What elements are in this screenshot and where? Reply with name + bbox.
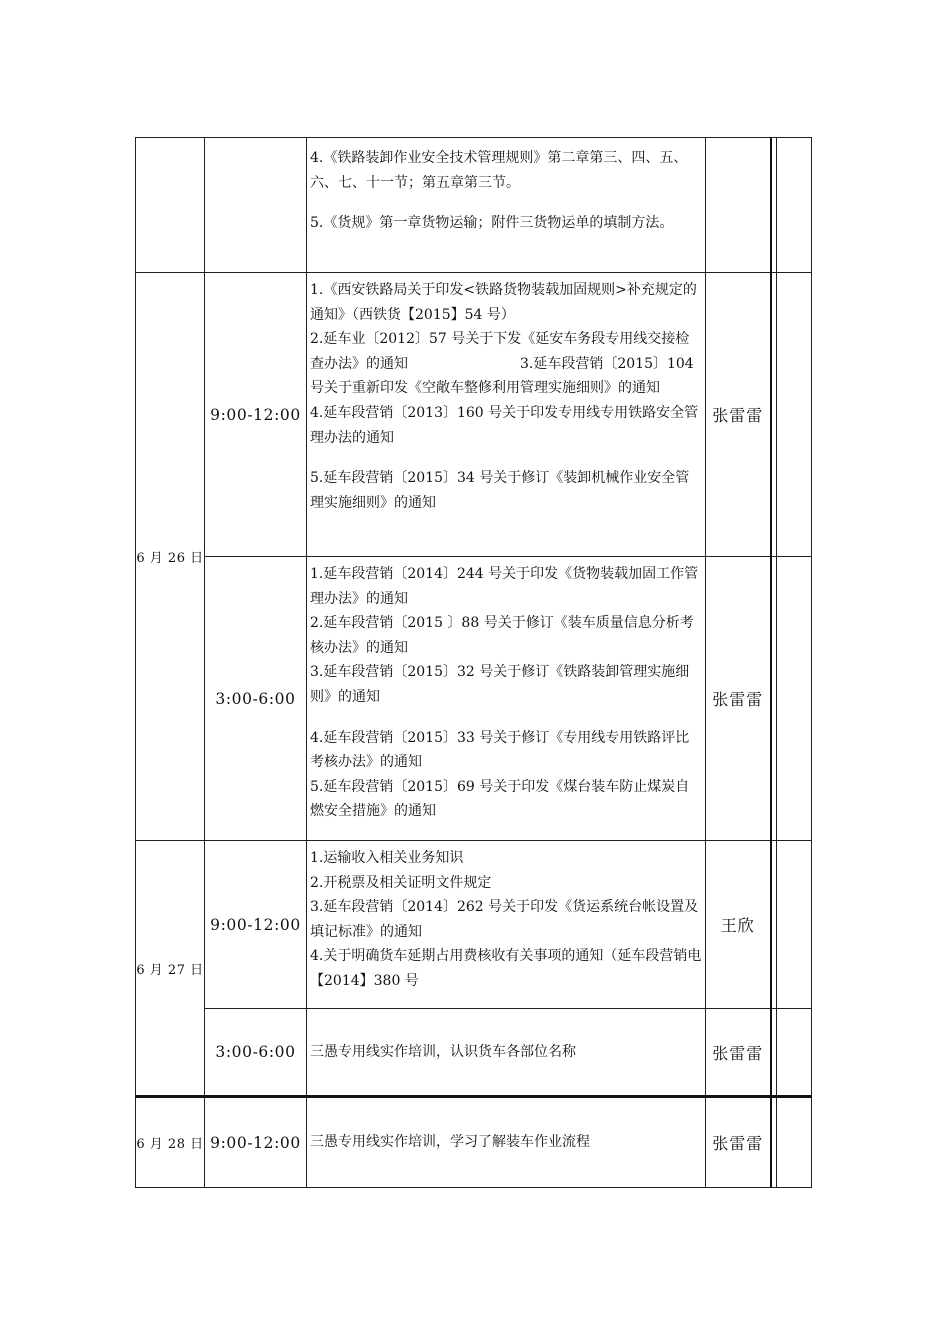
content-item: 3.延车段营销〔2014〕262 号关于印发《货运系统台帐设置及填记标准》的通知 (310, 899, 699, 940)
date-cell: 6 月 28 日 (136, 1097, 205, 1188)
remark-cell (777, 557, 812, 841)
time-cell: 9:00-12:00 (205, 841, 307, 1009)
training-schedule-table (135, 137, 812, 1188)
table-row (136, 138, 812, 273)
content-item: 5.延车段营销〔2015〕34 号关于修订《装卸机械作业安全管理实施细则》的通知 (310, 470, 690, 511)
table-row (136, 841, 812, 1009)
content-cell (307, 841, 706, 1009)
content-item: 4.关于明确货车延期占用费核收有关事项的通知（延车段营销电【2014】380 号 (310, 948, 702, 989)
content-item: 三愚专用线实作培训，认识货车各部位名称 (310, 1043, 576, 1060)
table-row (136, 557, 812, 841)
teacher-cell (706, 138, 771, 273)
remark-cell (777, 1009, 812, 1097)
table-row (136, 273, 812, 557)
content-item: 5.延车段营销〔2015〕69 号关于印发《煤台装车防止煤炭自燃安全措施》的通知 (310, 778, 690, 820)
content-cell (307, 273, 706, 557)
content-cell (307, 1097, 706, 1188)
teacher-cell: 王欣 (706, 841, 771, 1009)
content-item: 2.开税票及相关证明文件规定 (310, 874, 492, 891)
teacher-cell: 张雷雷 (706, 557, 771, 841)
remark-cell (777, 1097, 812, 1188)
time-cell: 3:00-6:00 (205, 1009, 307, 1097)
date-cell: 6 月 27 日 (136, 841, 205, 1097)
teacher-cell: 张雷雷 (706, 273, 771, 557)
remark-cell (777, 138, 812, 273)
content-item: 5.《货规》第一章货物运输；附件三货物运单的填制方法。 (310, 215, 674, 232)
content-cell (307, 1009, 706, 1097)
teacher-cell: 张雷雷 (706, 1097, 771, 1188)
teacher-cell: 张雷雷 (706, 1009, 771, 1097)
content-item: 2.延车段营销〔2015 〕88 号关于修订《装车质量信息分析考核办法》的通知 (310, 615, 694, 656)
time-cell: 9:00-12:00 (205, 273, 307, 557)
content-cell (307, 138, 706, 273)
content-item: 3.延车段营销〔2015〕32 号关于修订《铁路装卸管理实施细则》的通知 (310, 664, 690, 705)
remark-cell (777, 273, 812, 557)
content-item: 4.延车段营销〔2013〕160 号关于印发专用线专用铁路安全管理办法的通知 (310, 404, 699, 446)
time-cell (205, 138, 307, 273)
table-row (136, 1097, 812, 1188)
content-item: 4.延车段营销〔2015〕33 号关于修订《专用线专用铁路评比考核办法》的通知 (310, 729, 690, 771)
date-cell (136, 138, 205, 273)
content-item: 1.《西安铁路局关于印发<铁路货物装载加固规则>补充规定的通知》（西铁货【2015】54 号） (310, 282, 697, 323)
content-item: 2.延车业〔2012〕57 号关于下发《延安车务段专用线交接检查办法》的通知 3.延车段营销〔2015〕104 号关于重新印发《空敞车整修利用管理实施细则》的通知 (310, 331, 694, 397)
time-cell: 9:00-12:00 (205, 1097, 307, 1188)
content-item: 三愚专用线实作培训，学习了解装车作业流程 (310, 1134, 590, 1151)
content-cell (307, 557, 706, 841)
content-item: 1.延车段营销〔2014〕244 号关于印发《货物装载加固工作管理办法》的通知 (310, 566, 699, 607)
content-item: 4.《铁路装卸作业安全技术管理规则》第二章第三、四、五、六、七、十一节；第五章第三节。 (310, 150, 688, 191)
content-item: 1.运输收入相关业务知识 (310, 850, 464, 866)
remark-cell (777, 841, 812, 1009)
time-cell: 3:00-6:00 (205, 557, 307, 841)
date-cell: 6 月 26 日 (136, 273, 205, 841)
table-row (136, 1009, 812, 1097)
